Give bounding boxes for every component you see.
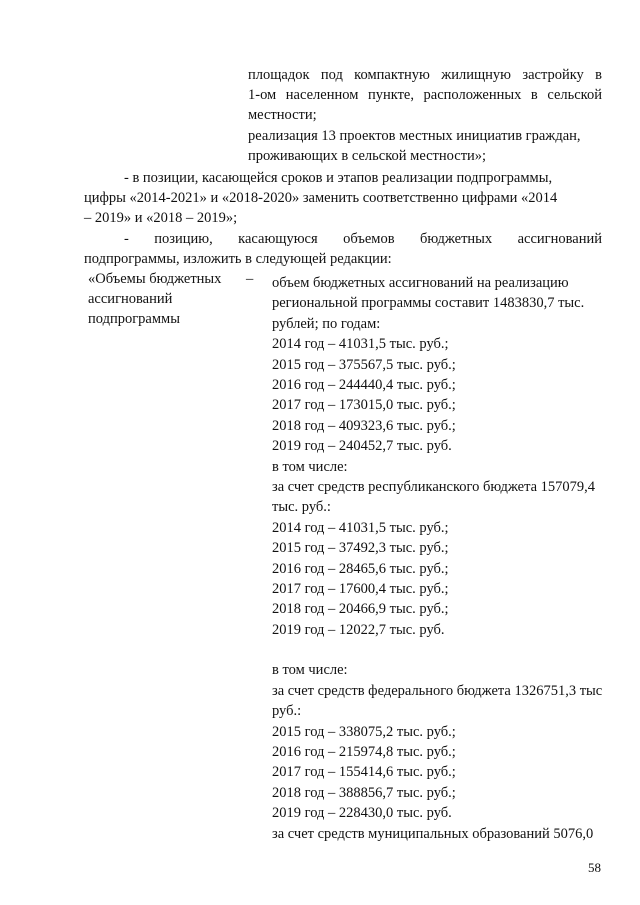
text-line: местности; [248, 107, 317, 123]
table-left-label: подпрограммы [88, 311, 180, 327]
text-line: цифры «2014-2021» и «2018-2020» заменить соответственно цифрами «2014 [84, 190, 558, 206]
table-right-line: за счет средств муниципальных образований 5076,0 [272, 826, 594, 842]
table-right-line: 2014 год – 41031,5 тыс. руб.; [272, 336, 449, 352]
table-dash: – [246, 271, 254, 287]
text-line: - позицию, касающуюся объемов бюджетных ассигнований [124, 231, 602, 247]
table-right-line: рублей; по годам: [272, 316, 381, 332]
text-line: проживающих в сельской местности»; [248, 148, 487, 164]
table-right-line: 2017 год – 17600,4 тыс. руб.; [272, 581, 449, 597]
table-right-line: 2015 год – 375567,5 тыс. руб.; [272, 357, 456, 373]
text-line: реализация 13 проектов местных инициатив граждан, [248, 128, 581, 144]
table-right-line: 2015 год – 338075,2 тыс. руб.; [272, 724, 456, 740]
text-line: – 2019» и «2018 – 2019»; [84, 210, 238, 226]
table-right-line: объем бюджетных ассигнований на реализацию [272, 275, 569, 291]
table-right-line: 2017 год – 173015,0 тыс. руб.; [272, 397, 456, 413]
table-right-line: 2016 год – 215974,8 тыс. руб.; [272, 744, 456, 760]
table-right-line: 2015 год – 37492,3 тыс. руб.; [272, 540, 449, 556]
table-right-line: в том числе: [272, 662, 348, 678]
table-right-line: 2019 год – 228430,0 тыс. руб. [272, 805, 452, 821]
table-right-line: 2019 год – 240452,7 тыс. руб. [272, 438, 452, 454]
table-right-line: 2014 год – 41031,5 тыс. руб.; [272, 520, 449, 536]
table-right-line: 2016 год – 244440,4 тыс. руб.; [272, 377, 456, 393]
table-right-line: региональной программы составит 1483830,7 тыс. [272, 295, 585, 311]
table-right-line: 2016 год – 28465,6 тыс. руб.; [272, 561, 449, 577]
table-right-line: за счет средств республиканского бюджета 157079,4 [272, 479, 596, 495]
page-number: 58 [588, 860, 601, 875]
table-right-line: руб.: [272, 703, 302, 719]
text-line: площадок под компактную жилищную застройку в [248, 67, 602, 83]
table-right-line: 2018 год – 388856,7 тыс. руб.; [272, 785, 456, 801]
text-line: 1-ом населенном пункте, расположенных в сельской [248, 87, 602, 103]
table-right-line: 2019 год – 12022,7 тыс. руб. [272, 622, 445, 638]
text-line: - в позиции, касающейся сроков и этапов реализации подпрограммы, [124, 170, 553, 186]
table-right-line: тыс. руб.: [272, 499, 331, 515]
table-right-line: за счет средств федерального бюджета 1326751,3 тыс [272, 683, 603, 699]
table-right-line: в том числе: [272, 459, 348, 475]
table-right-line: 2017 год – 155414,6 тыс. руб.; [272, 764, 456, 780]
table-right-line: 2018 год – 20466,9 тыс. руб.; [272, 601, 449, 617]
text-line: подпрограммы, изложить в следующей редакции: [84, 251, 392, 267]
table-right-line: 2018 год – 409323,6 тыс. руб.; [272, 418, 456, 434]
table-left-label: ассигнований [88, 291, 173, 307]
table-left-label: «Объемы бюджетных [88, 271, 222, 287]
